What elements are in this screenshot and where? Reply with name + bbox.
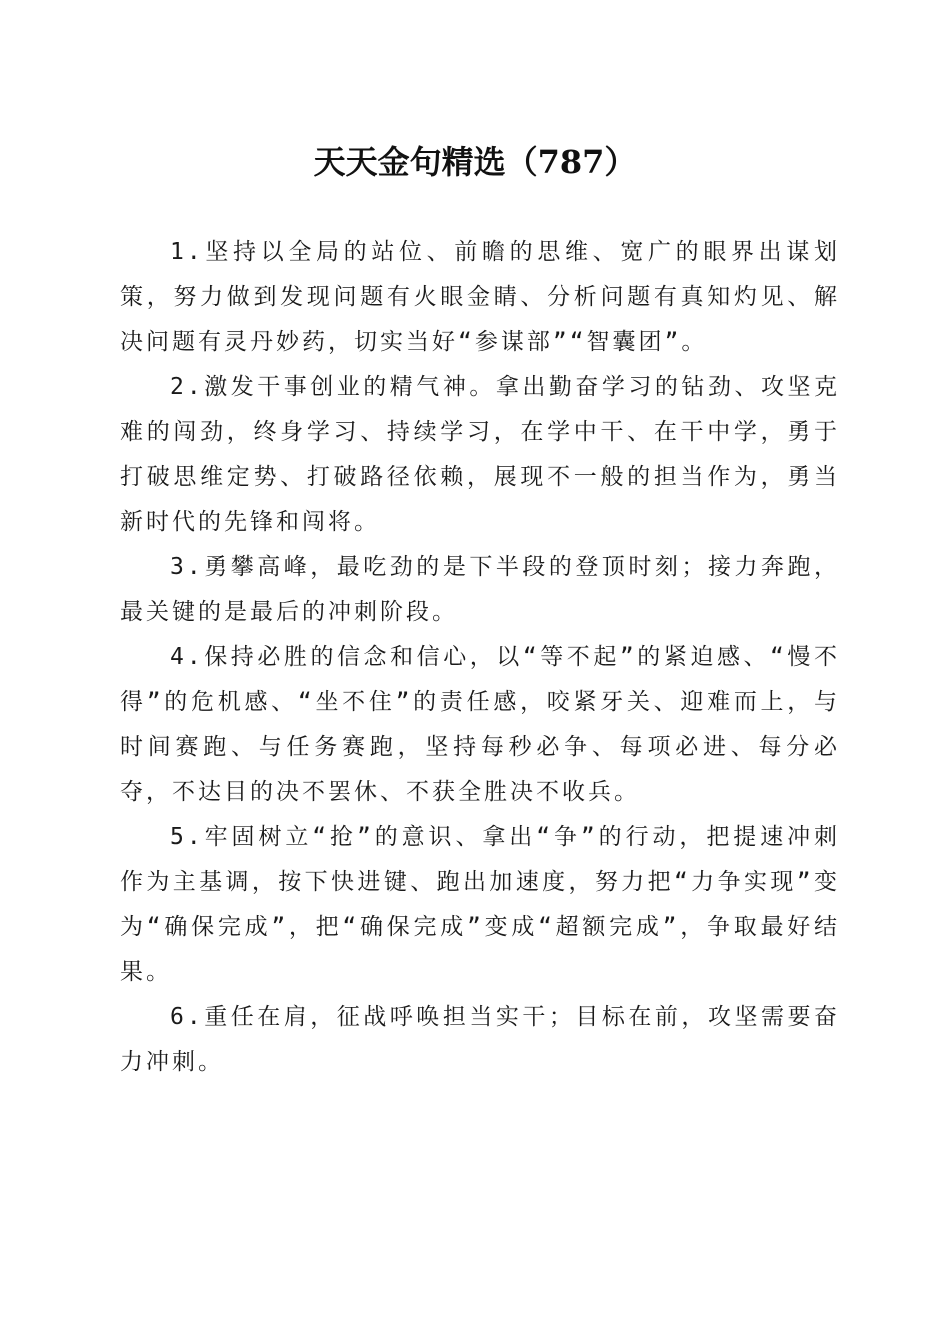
quote-paragraph-4: 4.保持必胜的信念和信心，以“等不起”的紧迫感、“慢不得”的危机感、“坐不住”的责任感，咬紧牙关、迎难而上，与时间赛跑、与任务赛跑，坚持每秒必争、每项必进、每分必夺，不达目的决不罢休、不获全胜决不收兵。 [120,644,840,805]
quote-paragraph-6: 6.重任在肩，征战呼唤担当实干；目标在前，攻坚需要奋力冲刺。 [120,1004,840,1075]
quote-paragraph-3: 3.勇攀高峰，最吃劲的是下半段的登顶时刻；接力奔跑，最关键的是最后的冲刺阶段。 [120,554,840,625]
quote-paragraph-1: 1.坚持以全局的站位、前瞻的思维、宽广的眼界出谋划策，努力做到发现问题有火眼金睛、分析问题有真知灼见、解决问题有灵丹妙药，切实当好“参谋部”“智囊团”。 [120,239,840,355]
page-title: 天天金句精选（787） [313,143,637,181]
quote-paragraph-2: 2.激发干事创业的精气神。拿出勤奋学习的钻劲、攻坚克难的闯劲，终身学习、持续学习，在学中干、在干中学，勇于打破思维定势、打破路径依赖，展现不一般的担当作为，勇当新时代的先锋和闯将。 [120,374,840,535]
quote-list [120,230,840,1085]
quote-paragraph-5: 5.牢固树立“抢”的意识、拿出“争”的行动，把提速冲刺作为主基调，按下快进键、跑出加速度，努力把“力争实现”变为“确保完成”，把“确保完成”变成“超额完成”，争取最好结果。 [120,824,840,985]
